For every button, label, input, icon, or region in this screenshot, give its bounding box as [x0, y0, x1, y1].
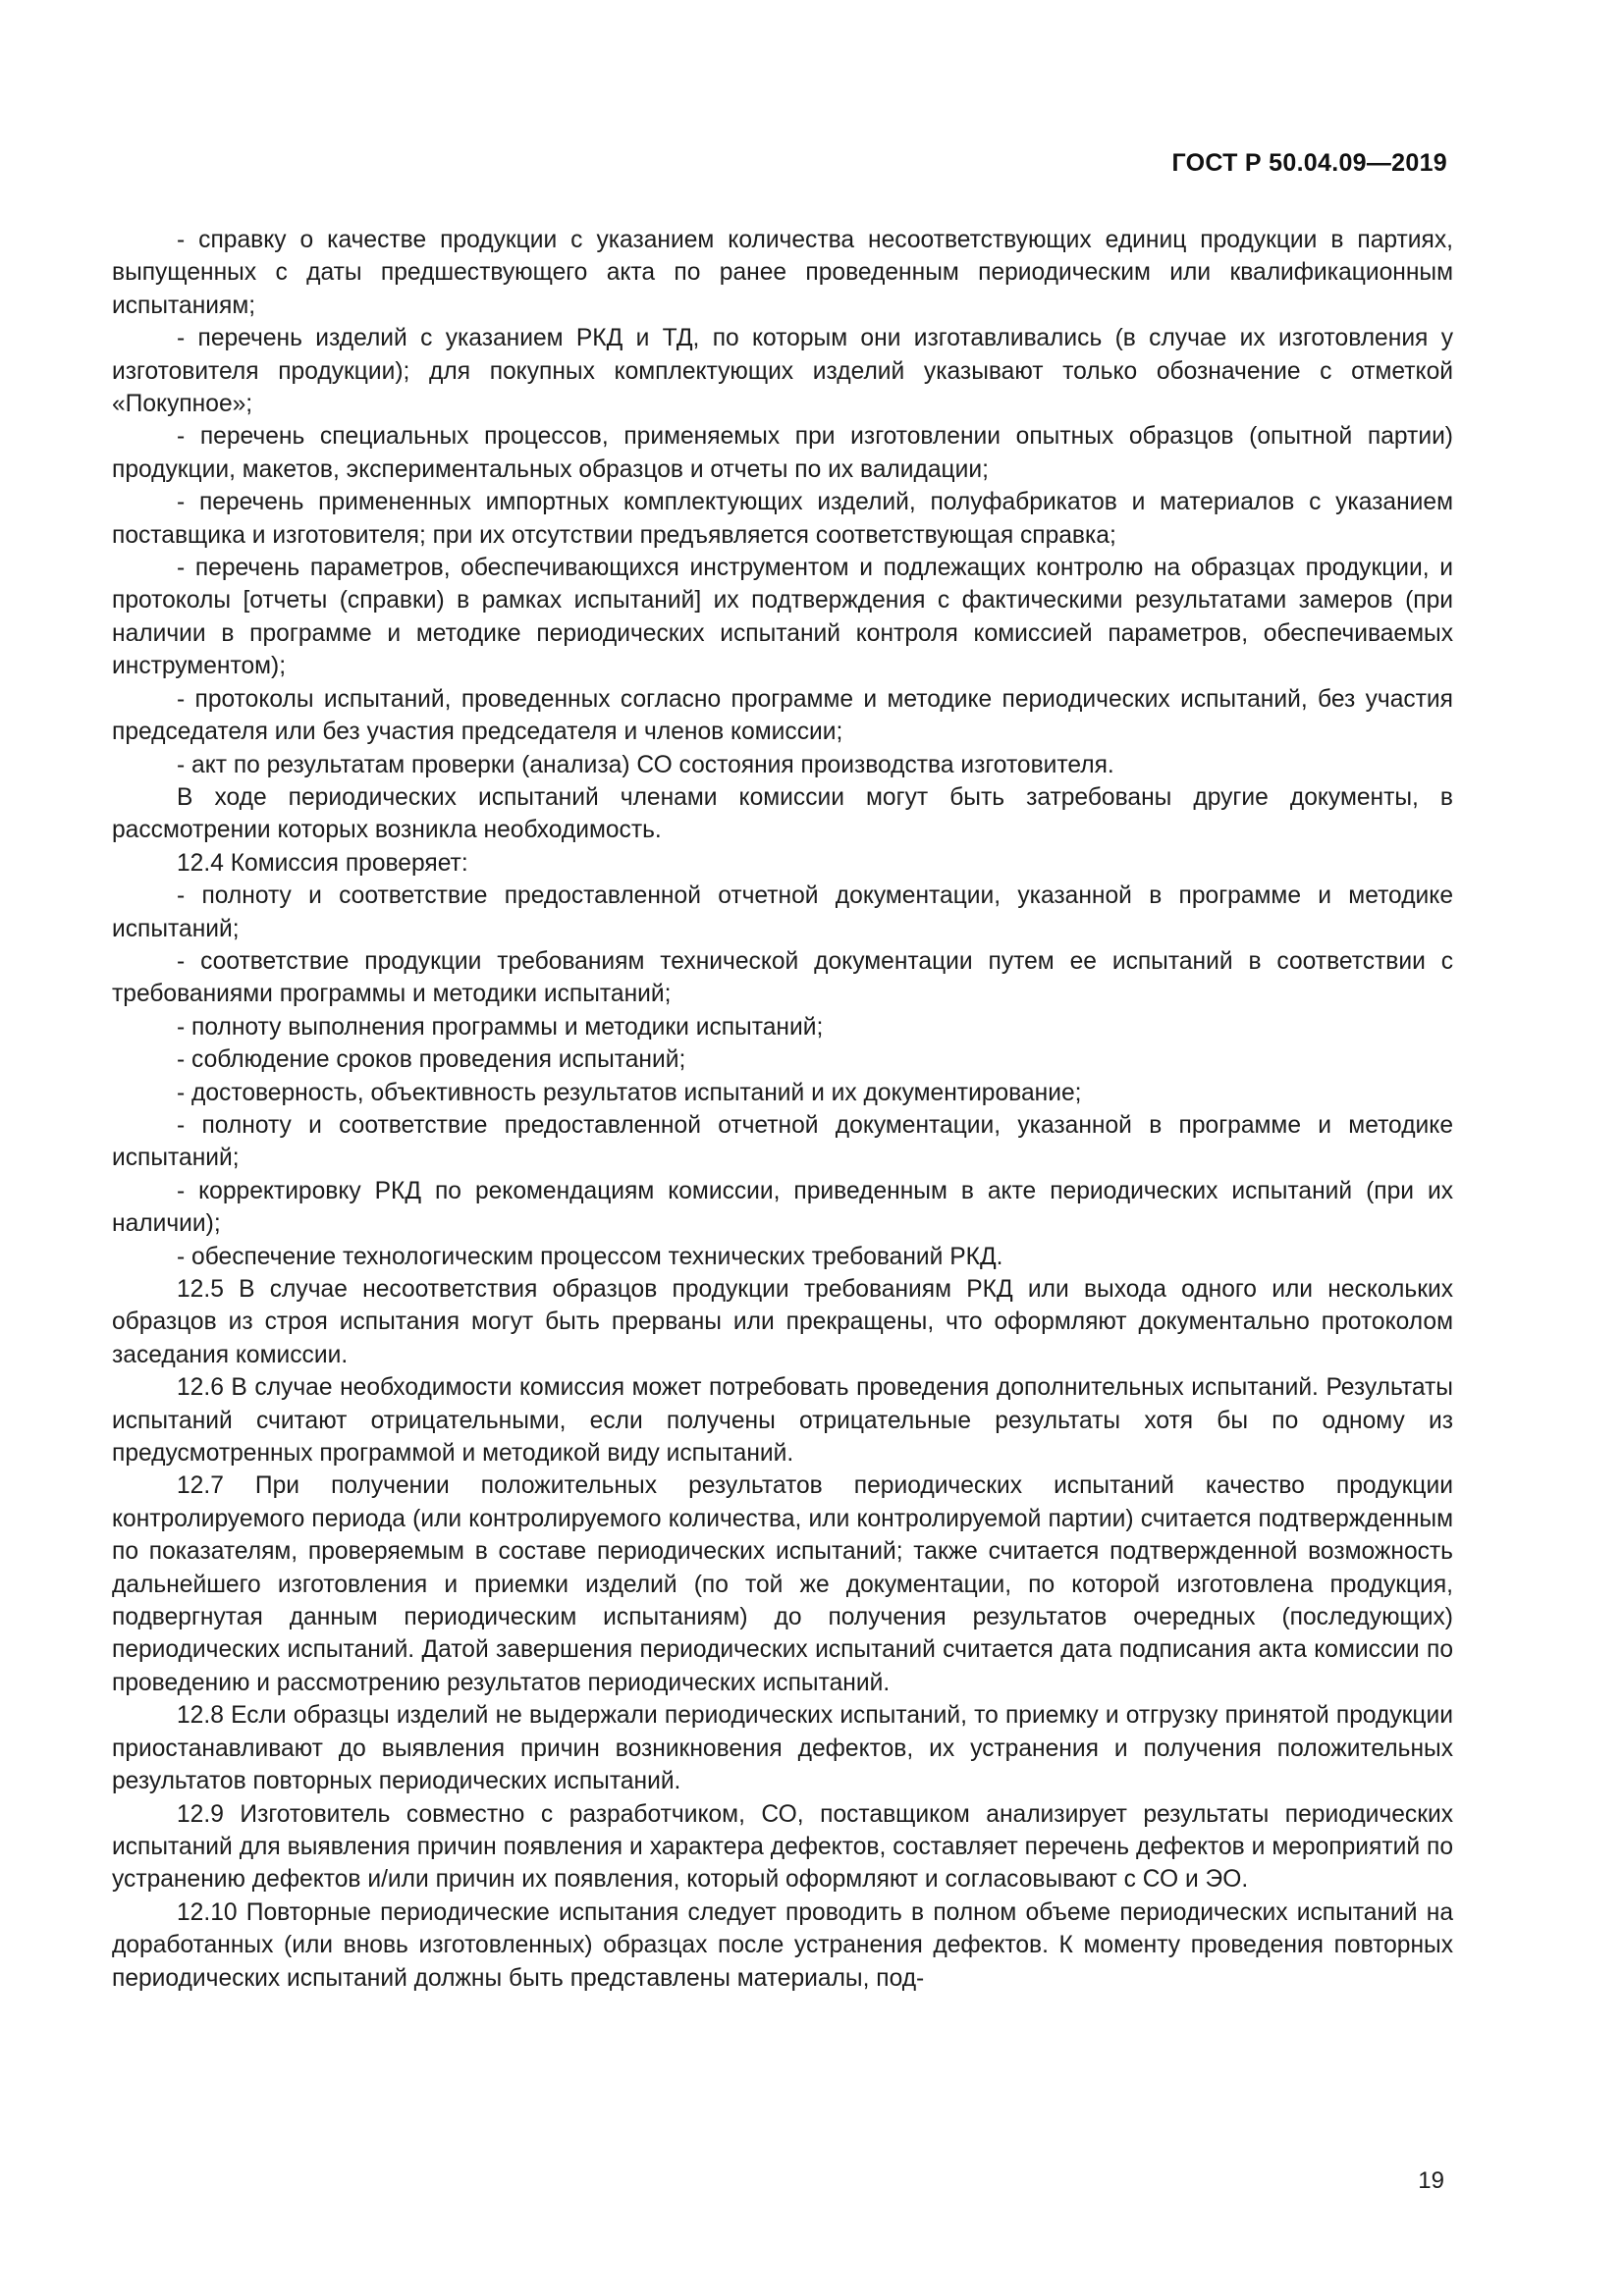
body-paragraph: - перечень параметров, обеспечивающихся инструментом и подлежащих контролю на образцах продукции, и протоколы [отчеты (справки) в рамках испытаний] их подтверждения с фактическими результатами замеров (при наличии в программе и методике периодических испытаний контроля комиссией параметров, обеспечиваемых инструментом);	[112, 555, 1453, 680]
body-paragraph: - соответствие продукции требованиям технической документации путем ее испытаний в соответствии с требованиями программы и методики испытаний;	[112, 947, 1453, 1008]
body-paragraph: 12.5 В случае несоответствия образцов продукции требованиям РКД или выхода одного или нескольких образцов из строя испытания могут быть прерваны или прекращены, что оформляют документально протоколом заседания комиссии.	[112, 1276, 1453, 1368]
document-body	[112, 224, 1453, 1995]
body-paragraph: 12.6 В случае необходимости комиссия может потребовать проведения дополнительных испытаний. Результаты испытаний считают отрицательными, если получены отрицательные результаты хотя бы по одному из предусмотренных программой и методикой виду испытаний.	[112, 1374, 1453, 1468]
body-paragraph: - полноту и соответствие предоставленной отчетной документации, указанной в программе и методике испытаний;	[112, 1111, 1453, 1172]
body-paragraph: В ходе периодических испытаний членами комиссии могут быть затребованы другие документы, в рассмотрении которых возникла необходимость.	[112, 783, 1453, 844]
body-paragraph: 12.8 Если образцы изделий не выдержали периодических испытаний, то приемку и отгрузку принятой продукции приостанавливают до выявления причин возникновения дефектов, их устранения и получения положительных результатов повторных периодических испытаний.	[112, 1702, 1453, 1795]
body-paragraph: - перечень примененных импортных комплектующих изделий, полуфабрикатов и материалов с указанием поставщика и изготовителя; при их отсутствии предъявляется соответствующая справка;	[112, 489, 1453, 549]
page-number: 19	[1418, 2167, 1444, 2194]
body-paragraph: 12.9 Изготовитель совместно с разработчиком, СО, поставщиком анализирует результаты периодических испытаний для выявления причин появления и характера дефектов, составляет перечень дефектов и мероприятий по устранению дефектов и/или причин их появления, который оформляют и согласовывают с СО и ЭО.	[112, 1800, 1453, 1894]
body-paragraph: - полноту и соответствие предоставленной отчетной документации, указанной в программе и методике испытаний;	[112, 882, 1453, 942]
body-paragraph: - перечень изделий с указанием РКД и ТД, по которым они изготавливались (в случае их изготовления у изготовителя продукции); для покупных комплектующих изделий указывают только обозначение с отметкой «Покупное»;	[112, 325, 1453, 418]
body-paragraph: - достоверность, объективность результатов испытаний и их документирование;	[177, 1079, 1082, 1106]
body-paragraph: - обеспечение технологическим процессом технических требований РКД.	[177, 1243, 1003, 1270]
body-paragraph: 12.7 При получении положительных результатов периодических испытаний качество продукции контролируемого периода (или контролируемого количества, или контролируемой партии) считается подтвержденным по показателям, проверяемым в составе периодических испытаний; также считается подтвержденной возможность дальнейшего изготовления и приемки изделий (по той же документации, по которой изготовлена продукция, подвергнутая данным периодическим испытаниям) до получения результатов очередных (последующих) периодических испытаний. Датой завершения периодических испытаний считается дата подписания акта комиссии по проведению и рассмотрению результатов периодических испытаний.	[112, 1472, 1453, 1696]
body-paragraph: - полноту выполнения программы и методики испытаний;	[177, 1013, 824, 1041]
body-paragraph: - перечень специальных процессов, применяемых при изготовлении опытных образцов (опытной партии) продукции, макетов, экспериментальных образцов и отчеты по их валидации;	[112, 423, 1453, 483]
standard-code-header: ГОСТ Р 50.04.09—2019	[1171, 149, 1447, 177]
body-paragraph: 12.10 Повторные периодические испытания следует проводить в полном объеме периодических испытаний на доработанных (или вновь изготовленных) образцах после устранения дефектов. К моменту проведения повторных периодических испытаний должны быть представлены материалы, под-	[112, 1898, 1453, 1992]
body-paragraph: - справку о качестве продукции с указанием количества несоответствующих единиц продукции в партиях, выпущенных с даты предшествующего акта по ранее проведенным периодическим или квалификационным испытаниям;	[112, 227, 1453, 319]
body-paragraph: - соблюдение сроков проведения испытаний;	[177, 1046, 686, 1074]
body-paragraph: 12.4 Комиссия проверяет:	[177, 849, 468, 877]
body-paragraph: - протоколы испытаний, проведенных согласно программе и методике периодических испытаний, без участия председателя или без участия председателя и членов комиссии;	[112, 685, 1453, 746]
body-paragraph: - корректировку РКД по рекомендациям комиссии, приведенным в акте периодических испытаний (при их наличии);	[112, 1177, 1453, 1238]
body-paragraph: - акт по результатам проверки (анализа) СО состояния производства изготовителя.	[177, 751, 1114, 778]
